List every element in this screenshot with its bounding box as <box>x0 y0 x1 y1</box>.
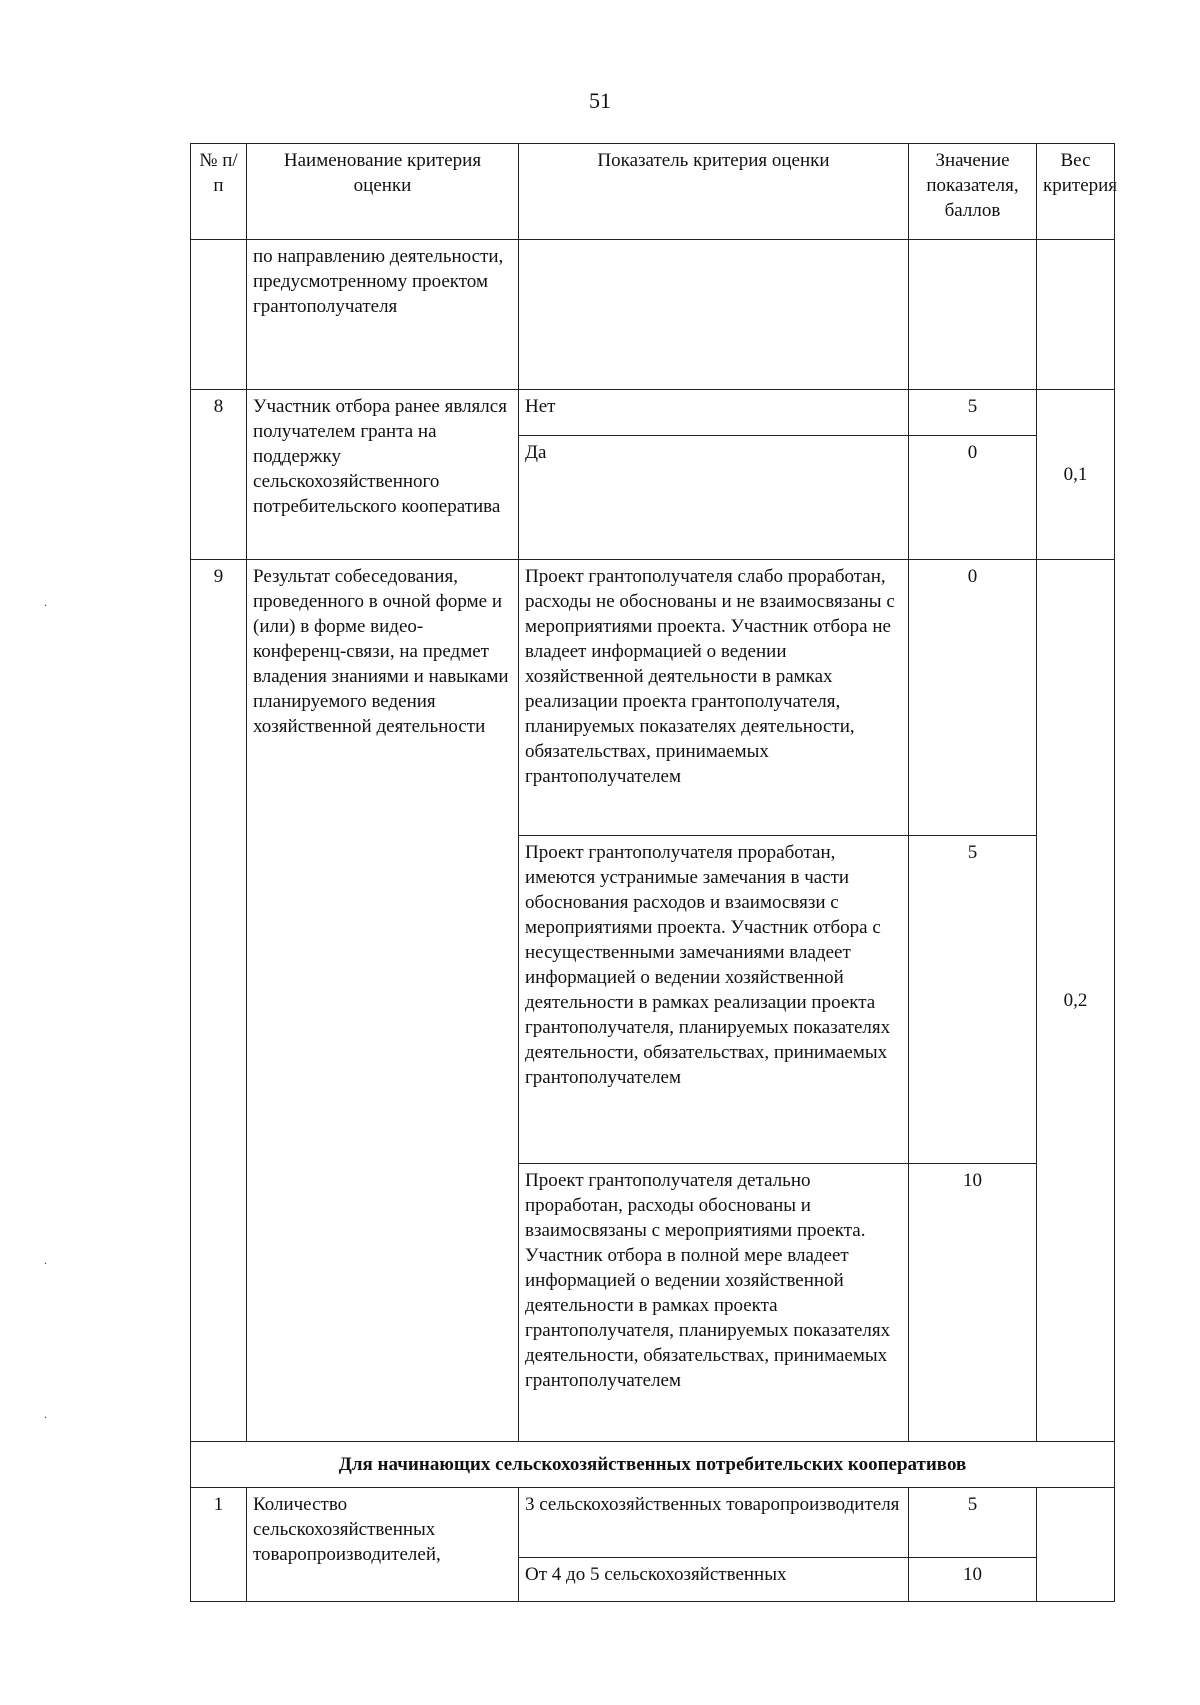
cell-value: 10 <box>909 1558 1037 1602</box>
section-title-row <box>191 1442 1115 1488</box>
cell-value <box>909 240 1037 390</box>
cell-indicator: От 4 до 5 сельскохозяйственных <box>519 1558 909 1602</box>
cell-no: 1 <box>191 1488 247 1602</box>
cell-value: 10 <box>909 1164 1037 1442</box>
header-value: Значение показателя, баллов <box>909 144 1037 240</box>
section-title: Для начинающих сельскохозяйственных потребительских кооперативов <box>191 1442 1115 1488</box>
cell-value: 5 <box>909 836 1037 1164</box>
cell-indicator: Проект грантополучателя слабо проработан, расходы не обоснованы и не взаимосвязаны с мероприятиями проекта. Участник отбора не владеет информацией о ведении хозяйственной деятельности в рамках реализации проекта грантополучателя, планируемых показателях деятельности, обязательствах, принимаемых грантополучателем <box>519 560 909 836</box>
header-no: № п/п <box>191 144 247 240</box>
cell-weight: 0,2 <box>1037 560 1115 1442</box>
cell-indicator <box>519 240 909 390</box>
cell-value: 5 <box>909 390 1037 436</box>
table-row-9-option-1 <box>191 560 1115 836</box>
cell-no <box>191 240 247 390</box>
table-row-8-option-1 <box>191 390 1115 436</box>
cell-criterion-name: по направлению деятельности, предусмотренному проектом грантополучателя <box>247 240 519 390</box>
cell-indicator: Нет <box>519 390 909 436</box>
cell-criterion-name: Количество сельскохозяйственных товаропроизводителей, <box>247 1488 519 1602</box>
scan-speck: . <box>44 1407 47 1421</box>
scan-speck: . <box>44 595 47 609</box>
scan-speck: . <box>44 1253 47 1267</box>
cell-value: 0 <box>909 560 1037 836</box>
cell-value: 5 <box>909 1488 1037 1558</box>
criteria-table <box>190 143 1118 1602</box>
header-weight: Вес критерия <box>1037 144 1115 240</box>
cell-weight <box>1037 240 1115 390</box>
cell-weight <box>1037 1488 1115 1602</box>
cell-indicator: 3 сельскохозяйственных товаропроизводителя <box>519 1488 909 1558</box>
cell-no: 8 <box>191 390 247 560</box>
cell-no: 9 <box>191 560 247 1442</box>
cell-weight: 0,1 <box>1037 390 1115 560</box>
table-header-row <box>191 144 1115 240</box>
cell-indicator: Да <box>519 436 909 560</box>
cell-indicator: Проект грантополучателя детально проработан, расходы обоснованы и взаимосвязаны с мероприятиями проекта. Участник отбора в полной мере владеет информацией о ведении хозяйственной деятельности в рамках проекта грантополучателя, планируемых показателях деятельности, обязательствах, принимаемых грантополучателем <box>519 1164 909 1442</box>
page-number: 51 <box>589 88 611 113</box>
cell-indicator: Проект грантополучателя проработан, имеются устранимые замечания в части обоснования расходов и взаимосвязи с мероприятиями проекта. Участник отбора с несущественными замечаниями владеет информацией о ведении хозяйственной деятельности в рамках реализации проекта грантополучателя, планируемых показателях деятельности, обязательствах, принимаемых грантополучателем <box>519 836 909 1164</box>
table-row-continued <box>191 240 1115 390</box>
header-indicator: Показатель критерия оценки <box>519 144 909 240</box>
table-row-1-option-1 <box>191 1488 1115 1558</box>
header-criterion-name: Наименование критерия оценки <box>247 144 519 240</box>
cell-criterion-name: Участник отбора ранее являлся получателем гранта на поддержку сельскохозяйственного потребительского кооператива <box>247 390 519 560</box>
cell-value: 0 <box>909 436 1037 560</box>
cell-criterion-name: Результат собеседования, проведенного в очной форме и (или) в форме видео-конференц-связи, на предмет владения знаниями и навыками планируемого ведения хозяйственной деятельности <box>247 560 519 1442</box>
